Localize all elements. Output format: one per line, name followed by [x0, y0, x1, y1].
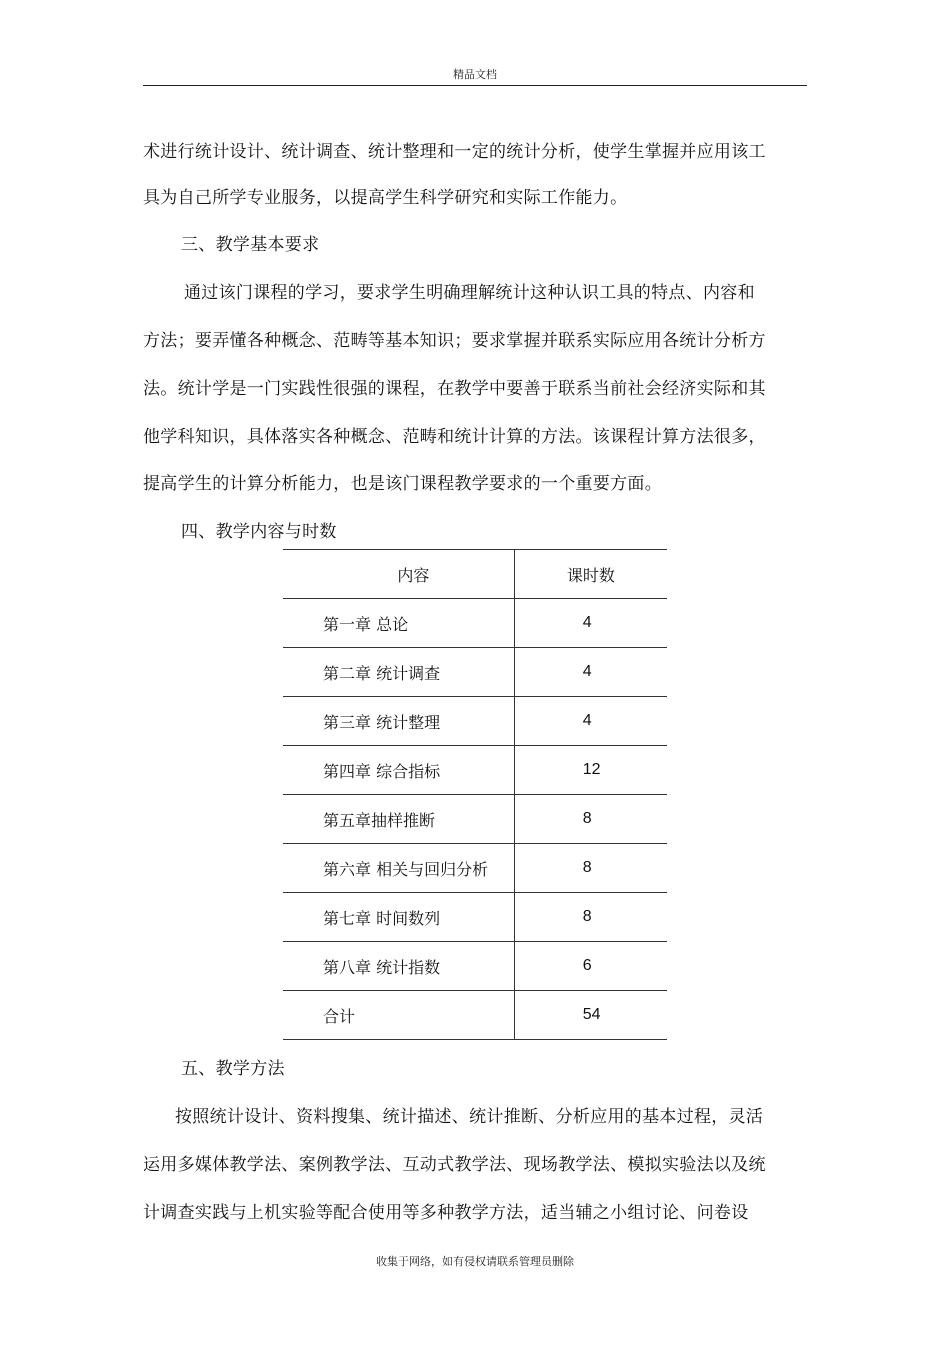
table-row [283, 795, 667, 844]
row-content: 第四章 综合指标 [283, 746, 514, 795]
table-row [283, 697, 667, 746]
row-content: 第一章 总论 [283, 599, 514, 648]
row-content: 第八章 统计指数 [283, 942, 514, 991]
row-hours: 8 [582, 908, 592, 925]
total-label: 合计 [283, 991, 514, 1040]
header-hours: 课时数 [566, 565, 615, 585]
row-hours: 4 [582, 614, 592, 631]
row-content: 第七章 时间数列 [283, 893, 514, 942]
row-hours: 8 [582, 859, 592, 876]
row-content: 第五章抽样推断 [283, 795, 514, 844]
row-hours: 4 [582, 663, 592, 680]
header-divider [143, 85, 807, 86]
section-3-line-4: 他学科知识，具体落实各种概念、范畴和统计计算的方法。该课程计算方法很多， [143, 427, 766, 447]
table-total-row [283, 991, 667, 1040]
header-content: 内容 [283, 550, 514, 599]
page-header: 精品文档 [453, 68, 497, 81]
section-3-line-2: 方法；要弄懂各种概念、范畴等基本知识；要求掌握并联系实际应用各统计分析方 [143, 331, 766, 351]
intro-line-1: 术进行统计设计、统计调查、统计整理和一定的统计分析，使学生掌握并应用该工 [143, 142, 766, 162]
section-3-line-3: 法。统计学是一门实践性很强的课程，在教学中要善于联系当前社会经济实际和其 [143, 379, 766, 399]
table-row [283, 648, 667, 697]
table-row [283, 599, 667, 648]
section-5-line-3: 计调查实践与上机实验等配合使用等多种教学方法，适当辅之小组讨论、问卷设 [143, 1203, 749, 1223]
row-hours: 6 [582, 957, 592, 974]
table-row [283, 844, 667, 893]
table-row [283, 893, 667, 942]
row-hours: 12 [582, 761, 601, 778]
intro-line-2: 具为自己所学专业服务，以提高学生科学研究和实际工作能力。 [143, 188, 628, 208]
row-content: 第六章 相关与回归分析 [283, 844, 514, 893]
course-hours-table [283, 549, 667, 1040]
section-5-line-1: 按照统计设计、资料搜集、统计描述、统计推断、分析应用的基本过程，灵活 [175, 1107, 764, 1127]
section-4-title: 四、教学内容与时数 [181, 522, 337, 542]
table-row [283, 746, 667, 795]
section-3-line-5: 提高学生的计算分析能力，也是该门课程教学要求的一个重要方面。 [143, 474, 662, 494]
table-row [283, 942, 667, 991]
row-content: 第三章 统计整理 [283, 697, 514, 746]
row-content: 第二章 统计调查 [283, 648, 514, 697]
section-3-title: 三、教学基本要求 [181, 235, 320, 255]
section-5-title: 五、教学方法 [181, 1059, 285, 1079]
total-hours: 54 [582, 1006, 601, 1023]
page-footer: 收集于网络，如有侵权请联系管理员删除 [376, 1255, 574, 1268]
section-5-line-2: 运用多媒体教学法、案例教学法、互动式教学法、现场教学法、模拟实验法以及统 [143, 1155, 766, 1175]
row-hours: 8 [582, 810, 592, 827]
table-header-row [283, 550, 667, 599]
section-3-line-1: 通过该门课程的学习，要求学生明确理解统计这种认识工具的特点、内容和 [184, 283, 755, 303]
row-hours: 4 [582, 712, 592, 729]
